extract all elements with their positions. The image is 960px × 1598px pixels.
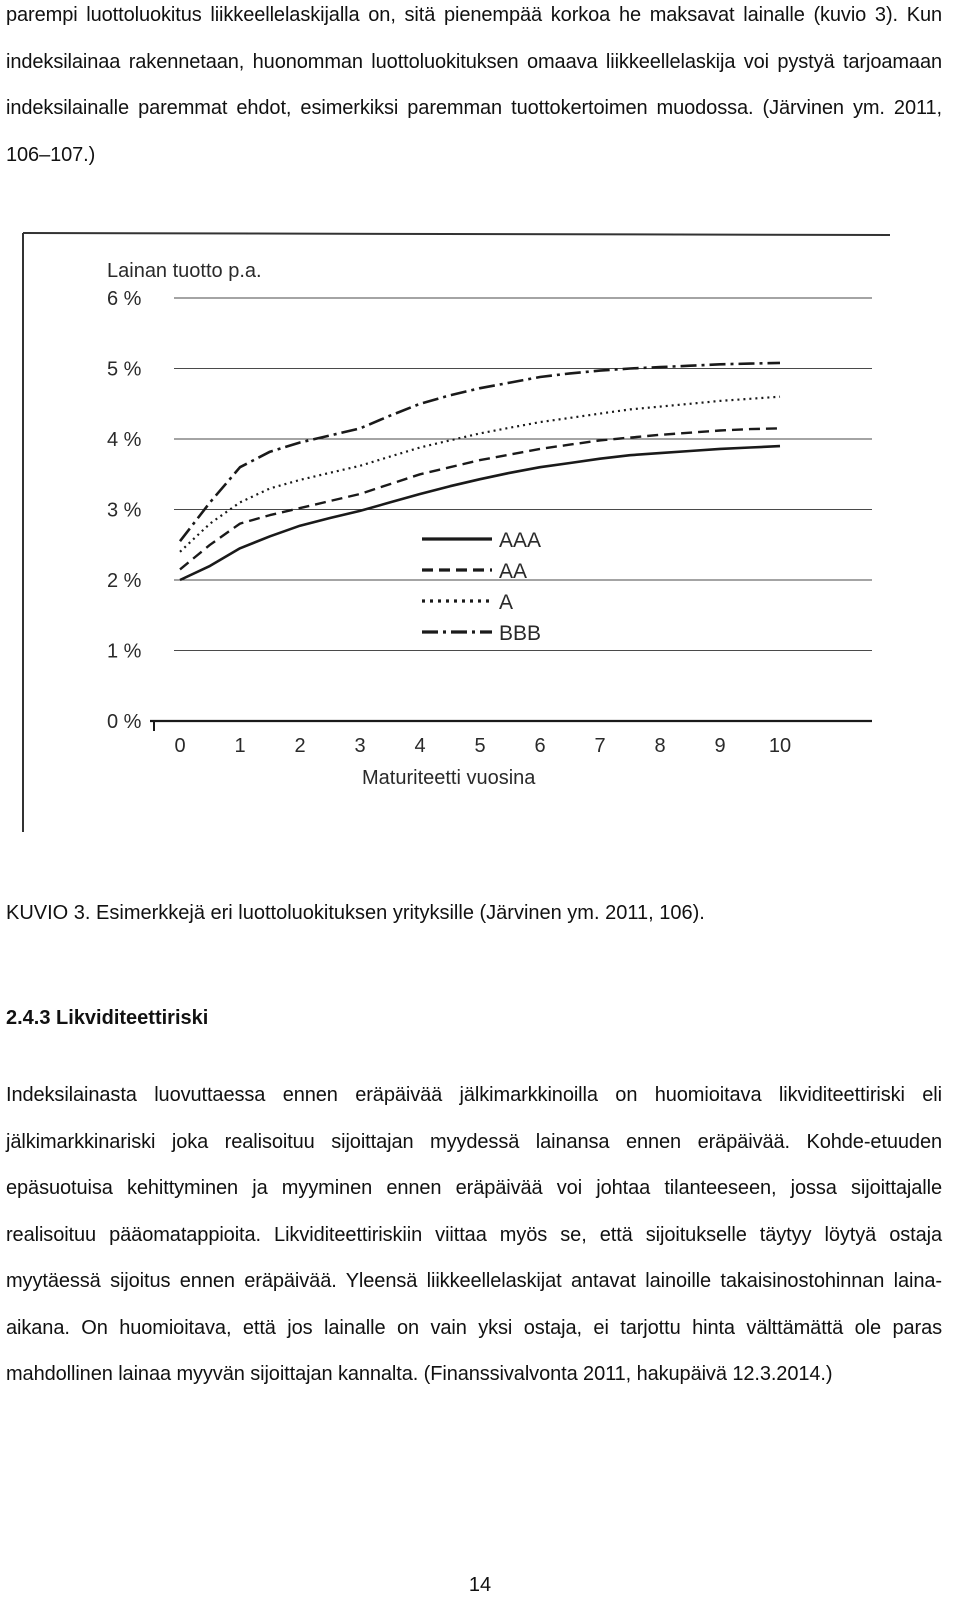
- series-line-aa: [180, 428, 780, 569]
- x-tick-label: 9: [714, 735, 726, 757]
- frame-top: [23, 233, 890, 235]
- legend-label-aaa: AAA: [499, 529, 542, 552]
- y-tick-labels: [107, 288, 142, 733]
- x-tick-label: 1: [234, 735, 246, 757]
- y-tick-label: 3 %: [107, 499, 142, 522]
- section-heading: 2.4.3 Likviditeettiriski: [6, 1007, 209, 1029]
- x-axis-title: Maturiteetti vuosina: [362, 767, 536, 789]
- x-tick-label: 8: [654, 735, 666, 757]
- legend-label-a: A: [499, 591, 514, 614]
- y-tick-label: 6 %: [107, 288, 142, 310]
- intro-paragraph: parempi luottoluokitus liikkeellelaskijalla on, sitä pienempää korkoa he maksavat lainalle (kuvio 3). Kun indeksilainaa rakennetaan, huonomman luottoluokituksen omaava liikkeellelaskija voi pystyä tarjoamaan indeksilainalle paremmat ehdot, esimerkiksi paremman tuottokertoimen muodossa. (Järvinen ym. 2011, 106–107.): [6, 4, 942, 166]
- chart-canvas: [22, 232, 910, 837]
- chart-legend: [422, 529, 541, 645]
- x-tick-label: 4: [414, 735, 426, 757]
- y-tick-label: 5 %: [107, 358, 142, 381]
- x-tick-label: 3: [354, 735, 366, 757]
- chart-frame: [23, 233, 890, 832]
- y-tick-label: 0 %: [107, 711, 142, 733]
- y-tick-label: 1 %: [107, 640, 142, 663]
- series-line-aaa: [180, 446, 780, 580]
- legend-label-aa: AA: [499, 560, 528, 583]
- yield-curve-chart: [22, 232, 910, 837]
- legend-label-bbb: BBB: [499, 622, 542, 645]
- page-number: 14: [468, 1574, 492, 1596]
- chart-axes: [150, 721, 872, 731]
- x-tick-label: 2: [294, 735, 306, 757]
- y-tick-label: 2 %: [107, 570, 142, 592]
- y-gridlines: [174, 298, 872, 651]
- x-tick-label: 0: [174, 735, 186, 757]
- body-paragraph: Indeksilainasta luovuttaessa ennen eräpäivää jälkimarkkinoilla on huomioitava likviditeettiriski eli jälkimarkkinariski joka realisoituu sijoittajan myydessä lainansa ennen eräpäivää. Kohde-etuuden epäsuotuisa kehittyminen ja myyminen ennen eräpäivää voi johtaa tilanteeseen, jossa sijoittajalle realisoituu pääomatappioita. Likviditeettiriskiin viittaa myös se, että sijoitukselle täytyy löytyä ostaja myytäessä sijoitus ennen eräpäivää. Yleensä liikkeellelaskijat antavat lainoille takaisinostohinnan laina-aikana. On huomioitava, että jos lainalle on vain yksi ostaja, ei tarjottu hinta välttämättä ole paras mahdollinen lainaa myyvän sijoittajan kannalta. (Finanssivalvonta 2011, hakupäivä 12.3.2014.): [6, 1084, 942, 1385]
- y-axis-title: Lainan tuotto p.a.: [107, 260, 262, 282]
- series-line-a: [180, 397, 780, 552]
- figure-caption: KUVIO 3. Esimerkkejä eri luottoluokituksen yrityksille (Järvinen ym. 2011, 106).: [6, 902, 705, 924]
- x-tick-labels: [174, 735, 791, 757]
- x-tick-label: 5: [474, 735, 486, 757]
- x-tick-label: 10: [768, 735, 792, 757]
- series-lines: [180, 363, 780, 580]
- x-tick-label: 7: [594, 735, 606, 757]
- y-tick-label: 4 %: [107, 429, 142, 451]
- x-tick-label: 6: [534, 735, 546, 757]
